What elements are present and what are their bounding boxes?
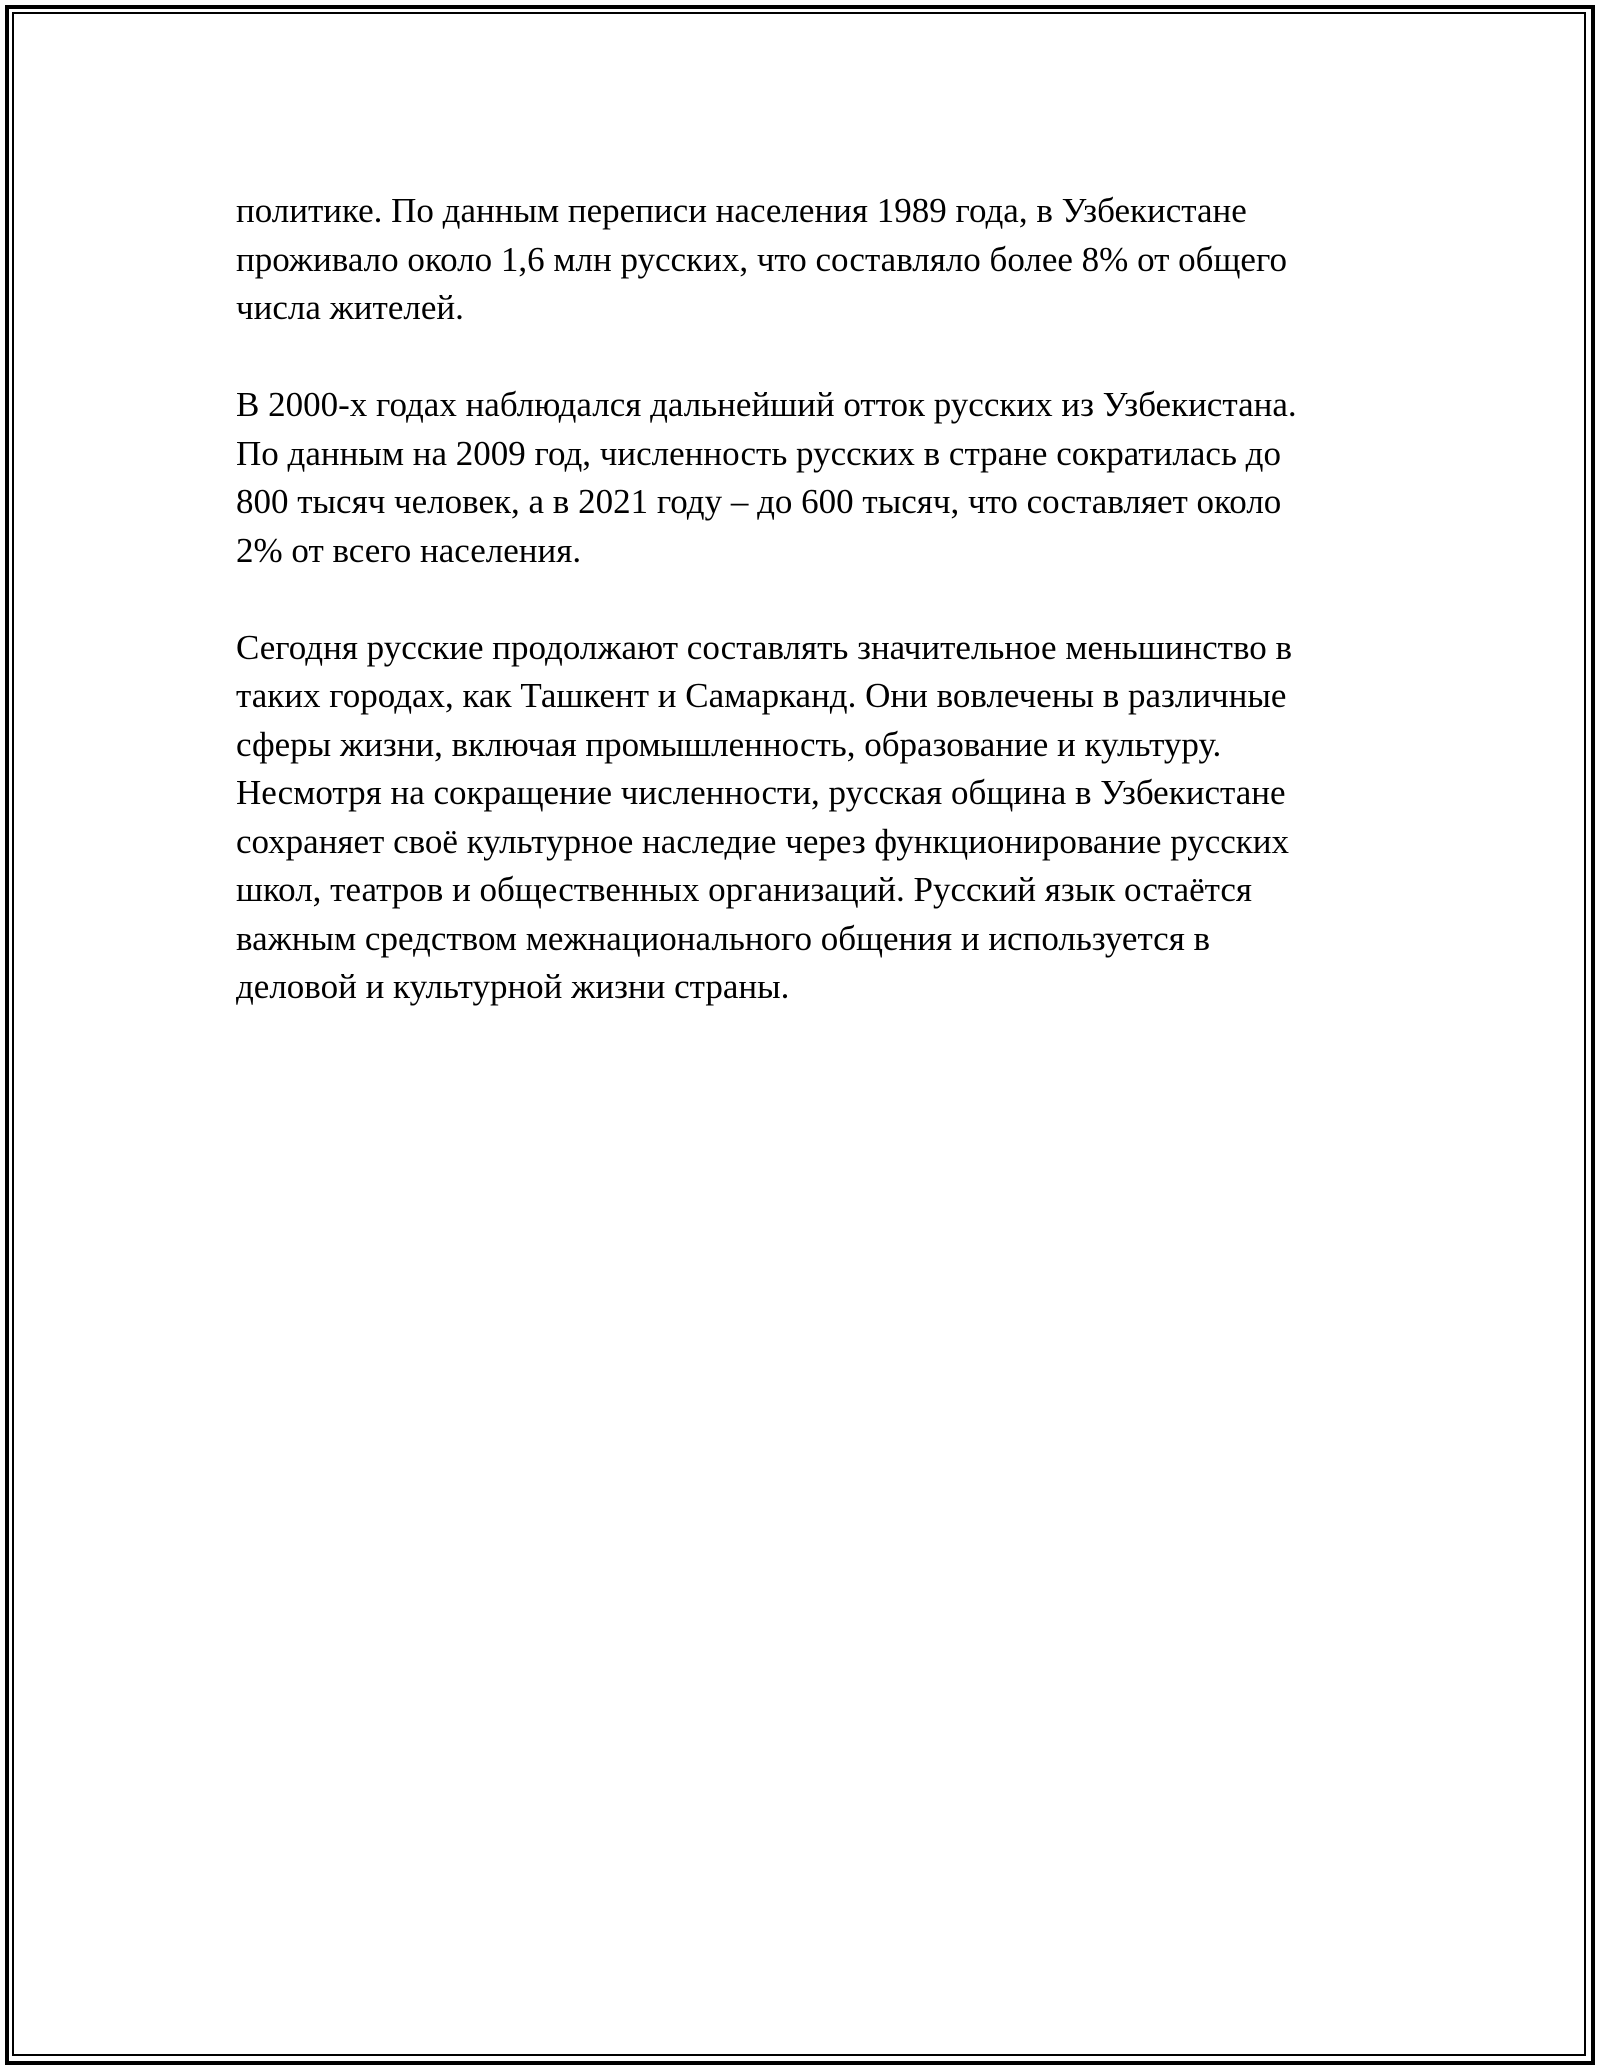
text-line: Несмотря на сокращение численности, русская община в Узбекистане (236, 773, 1286, 812)
document-body (236, 187, 1366, 1060)
paragraph-outflow-2000s (236, 381, 1366, 575)
text-line: В 2000-х годах наблюдался дальнейший отток русских из Узбекистана. (236, 385, 1297, 424)
paragraph-today (236, 624, 1366, 1012)
text-line: числа жителей. (236, 288, 464, 327)
text-line: По данным на 2009 год, численность русских в стране сократилась до (236, 433, 1281, 473)
text-line: сферы жизни, включая промышленность, образование и культуру. (236, 724, 1222, 764)
text-line: сохраняет своё культурное наследие через функционирование русских (236, 821, 1290, 861)
text-line: 2% от всего населения. (236, 530, 582, 570)
text-line: политике. По данным переписи населения 1989 года, в Узбекистане (236, 191, 1247, 230)
text-line: важным средством межнационального общения и используется в (236, 918, 1211, 958)
text-line: деловой и культурной жизни страны. (236, 967, 790, 1006)
text-line: проживало около 1,6 млн русских, что составляло более 8% от общего (236, 239, 1287, 279)
paragraph-census-1989 (236, 187, 1366, 333)
text-line: Сегодня русские продолжают составлять значительное меньшинство в (236, 627, 1293, 667)
text-line: таких городах, как Ташкент и Самарканд. Они вовлечены в различные (236, 676, 1287, 715)
text-line: 800 тысяч человек, а в 2021 году – до 600 тысяч, что составляет около (236, 482, 1282, 521)
text-line: школ, театров и общественных организаций. Русский язык остаётся (236, 870, 1253, 909)
